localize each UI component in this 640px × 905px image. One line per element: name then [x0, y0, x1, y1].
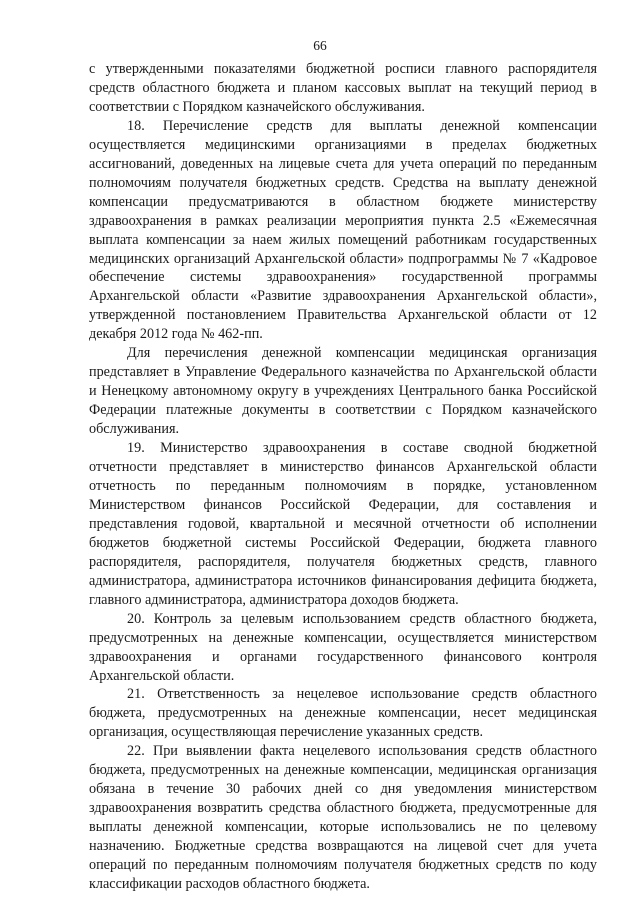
paragraph-continuation: с утвержденными показателями бюджетной росписи главного распорядителя средств областного бюджета и планом кассовых выплат на текущий период в соответствии с Порядком казначейского обслуживания. [89, 61, 597, 115]
document-body [89, 60, 597, 894]
page-number: 66 [313, 38, 327, 53]
paragraph-item-21: 21. Ответственность за нецелевое использование средств областного бюджета, предусмотренных на денежные компенсации, несет медицинская организация, осуществляющая перечисление указанных средств. [89, 686, 597, 741]
paragraph-item-19: 19. Министерство здравоохранения в составе сводной бюджетной отчетности представляет в министерство финансов Архангельской области отчетность по переданным полномочиям в порядке, установленном Министерством финансов Российской Федерации, для составления и представления годовой, квартальной и месячной отчетности об исполнении бюджетов бюджетной системы Российской Федерации, бюджета главного распорядителя, распорядителя, получателя бюджетных средств, главного администратора, администратора источников финансирования дефицита бюджета, главного администратора, администратора доходов бюджета. [89, 440, 597, 608]
paragraph-item-18: 18. Перечисление средств для выплаты денежной компенсации осуществляется медицинскими организациями в пределах бюджетных ассигнований, доведенных на лицевые счета для учета операций по переданным полномочиям получателя бюджетных средств. Средства на выплату денежной компенсации предусматриваются в областном бюджете министерству здравоохранения в рамках реализации мероприятия пункта 2.5 «Ежемесячная выплата компенсации за наем жилых помещений работникам государственных медицинских организаций Архангельской области» подпрограммы № 7 «Кадровое обеспечение системы здравоохранения» государственной программы Архангельской области «Развитие здравоохранения Архангельской области», утвержденной постановлением Правительства Архангельской области от 12 декабря 2012 года № 462-пп. [89, 117, 597, 343]
paragraph-item-20: 20. Контроль за целевым использованием средств областного бюджета, предусмотренных на денежные компенсации, осуществляется министерством здравоохранения и органами государственного финансового контроля Архангельской области. [89, 610, 597, 684]
paragraph-item-22: 22. При выявлении факта нецелевого использования средств областного бюджета, предусмотренных на денежные компенсации, медицинская организация обязана в течение 30 рабочих дней со дня уведомления министерством здравоохранения возвратить средства областного бюджета, предусмотренные для выплаты денежной компенсации, которые использовались не по целевому назначению. Бюджетные средства возвращаются на лицевой счет для учета операций по переданным полномочиям получателя бюджетных средств по коду классификации расходов областного бюджета. [89, 743, 597, 892]
paragraph-payment-documents: Для перечисления денежной компенсации медицинская организация представляет в Управление Федерального казначейства по Архангельской области и Ненецкому автономному округу в учреждениях Центрального банка Российской Федерации платежные документы в соответствии с Порядком казначейского обслуживания. [89, 345, 597, 438]
